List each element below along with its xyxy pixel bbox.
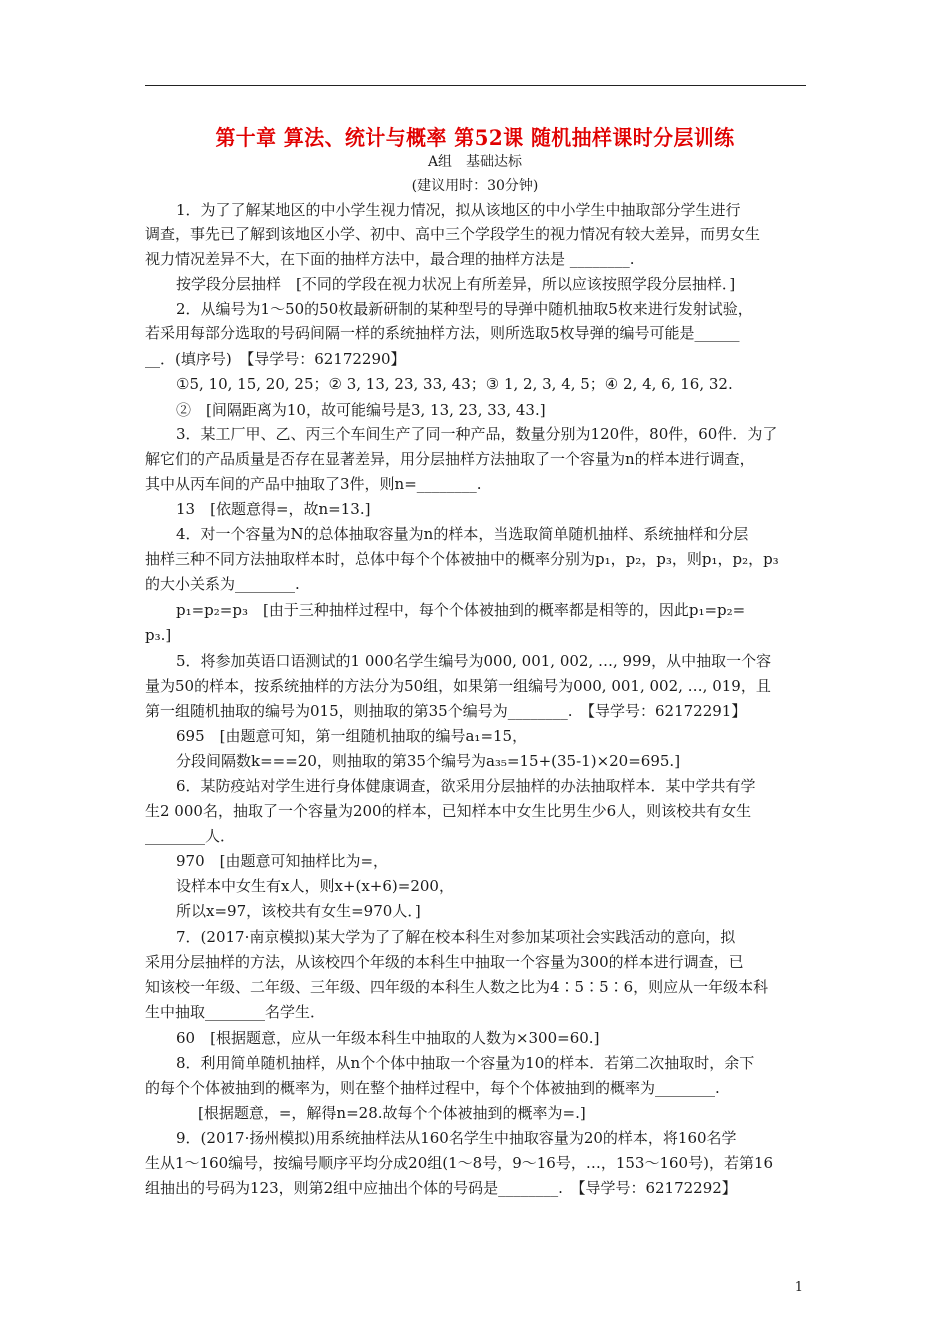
text-line: 知该校一年级、二年级、三年级、四年级的本科生人数之比为4∶5∶5∶6，则应从一年级本科 (145, 978, 769, 996)
text-line: 8．利用简单随机抽样，从n个个体中抽取一个容量为10的样本．若第二次抽取时，余下 (176, 1054, 755, 1072)
answer-line: 按学段分层抽样 [不同的学段在视力状况上有所差异，所以应该按照学段分层抽样．] (176, 275, 736, 293)
text-line: 其中从丙车间的产品中抽取了3件，则n=________. (145, 475, 482, 493)
page-number-wrap (0, 1280, 950, 1295)
answer-line: 60 [根据题意，应从一年级本科生中抽取的人数为×300=60.] (176, 1029, 600, 1047)
answer-line: 970 [由题意可知抽样比为=， (176, 852, 389, 870)
text-line: 的每个个体被抽到的概率为，则在整个抽样过程中，每个个体被抽到的概率为________. (145, 1079, 720, 1097)
text-line: 分段间隔数k===20，则抽取的第35个编号为a₃₅=15+(35-1)×20=695.] (176, 752, 681, 770)
text-line: 采用分层抽样的方法，从该校四个年级的本科生中抽取一个容量为300的样本进行调查，已 (145, 953, 744, 971)
text-line: 的大小关系为________. (145, 575, 300, 593)
text-line: 调查，事先已了解到该地区小学、初中、高中三个学段学生的视力情况有较大差异，而男女生 (145, 225, 761, 243)
text-line: 9．(2017·扬州模拟)用系统抽样法从160名学生中抽取容量为20的样本，将160名学 (176, 1129, 737, 1147)
text-line: 3．某工厂甲、乙、丙三个车间生产了同一种产品，数量分别为120件，80件，60件．为了 (176, 425, 778, 443)
text-line: p₃.] (145, 626, 172, 644)
header-rule (145, 85, 806, 86)
text-line: 抽样三种不同方法抽取样本时，总体中每个个体被抽中的概率分别为p₁，p₂，p₃，则p₁，p₂，p₃ (145, 550, 779, 568)
text-line: __．(填序号) 【导学号：62172290】 (145, 350, 406, 368)
text-line: 7．(2017·南京模拟)某大学为了了解在校本科生对参加某项社会实践活动的意向，拟 (176, 928, 736, 946)
answer-line: p₁=p₂=p₃ [由于三种抽样过程中，每个个体被抽到的概率都是相等的，因此p₁=p₂= (176, 601, 746, 619)
text-line: 设样本中女生有x人，则x+(x+6)=200， (176, 877, 454, 895)
page-title: 第十章 算法、统计与概率 第52课 随机抽样课时分层训练 (215, 125, 735, 150)
text-line: ________人． (145, 827, 236, 845)
text-line: 生从1～160编号，按编号顺序平均分成20组(1～8号，9～16号，…，153～160号)，若第16 (145, 1154, 774, 1172)
options-line: ①5, 10, 15, 20, 25；② 3, 13, 23, 33, 43；③ 1, 2, 3, 4, 5；④ 2, 4, 6, 16, 32. (176, 375, 733, 393)
text-line: 1．为了了解某地区的中小学生视力情况，拟从该地区的中小学生中抽取部分学生进行 (176, 201, 741, 219)
text-line: 5．将参加英语口语测试的1 000名学生编号为000, 001, 002, …, 999，从中抽取一个容 (176, 652, 772, 670)
page-number: 1 (794, 1280, 803, 1295)
text-line: 解它们的产品质量是否存在显著差异，用分层抽样方法抽取了一个容量为n的样本进行调查， (145, 450, 755, 468)
answer-line: 695 [由题意可知，第一组随机抽取的编号a₁=15， (176, 727, 528, 745)
text-line: 生2 000名，抽取了一个容量为200的样本，已知样本中女生比男生少6人，则该校共有女生 (145, 802, 752, 820)
text-line: 6．某防疫站对学生进行身体健康调查，欲采用分层抽样的办法抽取样本．某中学共有学 (176, 777, 756, 795)
text-line: 量为50的样本，按系统抽样的方法分为50组，如果第一组编号为000, 001, 002, …, 019，且 (145, 677, 771, 695)
text-line: 所以x=97，该校共有女生=970人．] (176, 902, 421, 920)
text-line: 组抽出的号码为123，则第2组中应抽出个体的号码是________. 【导学号：62172292】 (145, 1179, 737, 1197)
time-note: (建议用时：30分钟) (411, 178, 539, 194)
answer-line: [根据题意，=，解得n=28.故每个个体被抽到的概率为=.] (198, 1104, 586, 1122)
text-line: 第一组随机抽取的编号为015，则抽取的第35个编号为________. 【导学号：62172291】 (145, 702, 747, 720)
text-line: 4．对一个容量为N的总体抽取容量为n的样本，当选取简单随机抽样、系统抽样和分层 (176, 525, 749, 543)
text-line: 若采用每部分选取的号码间隔一样的系统抽样方法，则所选取5枚导弹的编号可能是______ (145, 324, 740, 342)
text-line: 生中抽取________名学生． (145, 1003, 326, 1021)
text-line: 视力情况差异不大，在下面的抽样方法中，最合理的抽样方法是 ________. (145, 250, 635, 268)
group-label: A组 基础达标 (427, 154, 523, 170)
text-line: 2．从编号为1～50的50枚最新研制的某种型号的导弹中随机抽取5枚来进行发射试验， (176, 300, 753, 318)
answer-line: ② [间隔距离为10，故可能编号是3, 13, 23, 33, 43.] (176, 401, 546, 419)
answer-line: 13 [依题意得=，故n=13.] (176, 500, 371, 518)
